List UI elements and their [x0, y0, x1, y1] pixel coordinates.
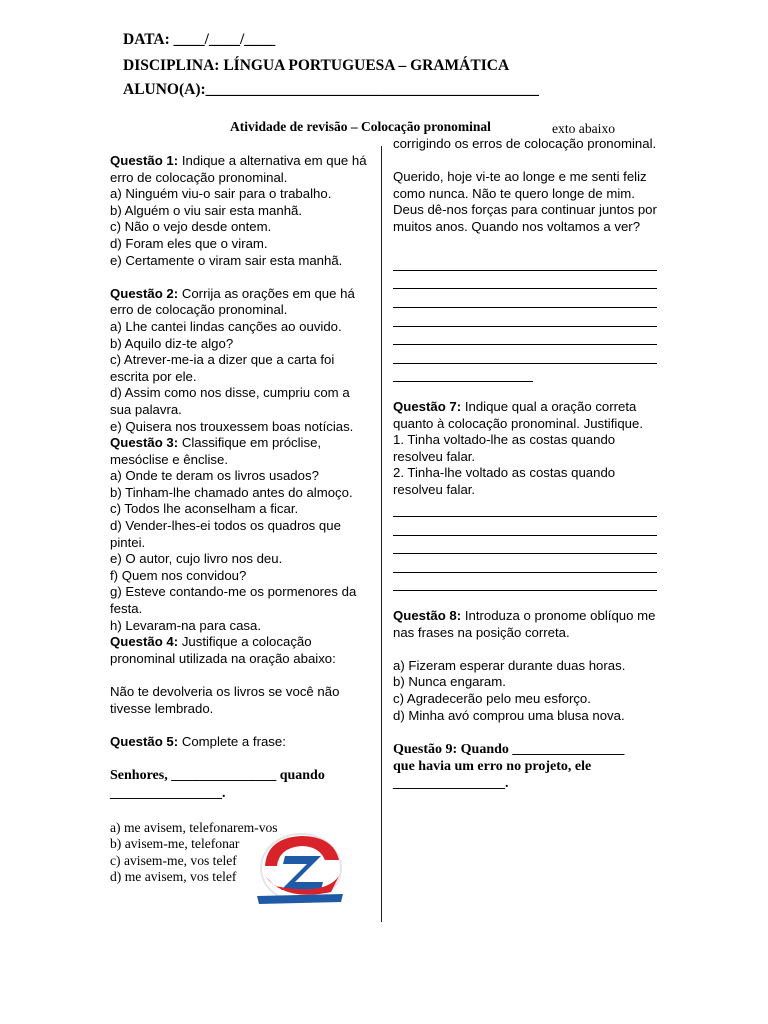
question-3: Questão 3: Classifique em próclise, mesóclise e ênclise.: [110, 435, 322, 467]
q8-option: b) Nunca engaram.: [393, 674, 506, 690]
q6-intro-fragment: exto abaixo: [552, 121, 616, 136]
q3-option: f) Quem nos convidou?: [110, 567, 247, 583]
q2-option: e) Quisera nos trouxessem boas notícias.: [110, 418, 354, 434]
q8-option: d) Minha avó comprou uma blusa nova.: [393, 707, 625, 723]
date-field: DATA: ____/____/____: [123, 31, 276, 48]
q8-option: c) Agradecerão pelo meu esforço.: [393, 691, 591, 706]
answer-line[interactable]: [393, 289, 657, 308]
q3-option: a) Onde te deram os livros usados?: [110, 468, 319, 484]
q2-option: c) Atrever-me-ia a dizer que a carta foi escrita por ele.: [110, 352, 335, 384]
q1-option: e) Certamente o viram sair esta manhã.: [110, 252, 343, 268]
q3-option: e) O autor, cujo livro nos deu.: [110, 551, 283, 567]
q2-option: d) Assim como nos disse, cumpriu com a sua palavra.: [110, 385, 350, 417]
answer-line[interactable]: [393, 536, 657, 555]
column-divider: [381, 146, 382, 922]
answer-line[interactable]: [393, 364, 533, 383]
student-field: ALUNO(A):___________________________________________: [123, 81, 539, 98]
q4-sentence: Não te devolveria os livros se você não tivesse lembrado.: [110, 684, 340, 716]
q3-option: b) Tinham-lhe chamado antes do almoço.: [110, 484, 353, 500]
answer-line[interactable]: [393, 308, 657, 327]
answer-line[interactable]: [393, 345, 657, 364]
q2-option: b) Aquilo diz-te algo?: [110, 335, 234, 351]
discipline-heading: DISCIPLINA: LÍNGUA PORTUGUESA – GRAMÁTICA: [123, 57, 510, 74]
q1-option: a) Ninguém viu-o sair para o trabalho.: [110, 186, 332, 202]
q5-option: c) avisem-me, vos telef: [110, 852, 237, 868]
question-8: Questão 8: Introduza o pronome oblíquo me nas frases na posição correta.: [393, 608, 656, 640]
q6-passage: Querido, hoje vi-te ao longe e me senti feliz como nunca. Não te quero longe de mim. Deus dê-nos forças para continuar juntos por muitos anos. Quando nos voltamos a ver?: [393, 169, 657, 234]
q5-sentence-line2: ________________.: [110, 785, 226, 801]
q6-text: corrigindo os erros de colocação pronominal.: [393, 136, 657, 151]
answer-line[interactable]: [393, 517, 657, 536]
right-column: [393, 136, 659, 792]
q1-option: d) Foram eles que o viram.: [110, 235, 268, 251]
answer-line[interactable]: [393, 554, 657, 573]
left-column: [110, 153, 372, 886]
q3-option: g) Esteve contando-me os pormenores da festa.: [110, 584, 357, 617]
q2-option: a) Lhe cantei lindas canções ao ouvido.: [110, 318, 342, 334]
q1-option: b) Alguém o viu sair esta manhã.: [110, 202, 303, 218]
question-9-line1: Questão 9: Quando ________________: [393, 741, 625, 757]
answer-line[interactable]: [393, 252, 657, 271]
question-2: Questão 2: Corrija as orações em que há erro de colocação pronominal.: [110, 285, 355, 318]
answer-line[interactable]: [393, 498, 657, 517]
z-logo-icon: [255, 826, 347, 906]
q8-option: a) Fizeram esperar durante duas horas.: [393, 657, 626, 673]
question-9-line3: ________________.: [393, 775, 509, 791]
q3-option: h) Levaram-na para casa.: [110, 617, 261, 633]
q5-option: a) me avisem, telefonarem-vos: [110, 819, 278, 835]
activity-title: Atividade de revisão – Colocação pronominal: [230, 119, 491, 134]
question-9-line2: que havia um erro no projeto, ele: [393, 758, 592, 774]
answer-line[interactable]: [393, 573, 657, 592]
q5-option: d) me avisem, vos telef: [110, 869, 237, 885]
q7-option: 2. Tinha-lhe voltado as costas quando resolveu falar.: [393, 465, 616, 497]
question-1: Questão 1: Indique a alternativa em que há erro de colocação pronominal.: [110, 153, 367, 185]
q5-sentence-line1: Senhores, _______________ quando: [110, 767, 325, 783]
question-5: Questão 5: Complete a frase:: [110, 733, 286, 749]
question-4: Questão 4: Justifique a colocação pronominal utilizada na oração abaixo:: [110, 634, 336, 666]
answer-line[interactable]: [393, 271, 657, 290]
answer-line[interactable]: [393, 327, 657, 346]
q3-option: c) Todos lhe aconselham a ficar.: [110, 501, 299, 517]
q1-option: c) Não o vejo desde ontem.: [110, 219, 272, 235]
q3-option: d) Vender-lhes-ei todos os quadros que pintei.: [110, 518, 341, 550]
q7-option: 1. Tinha voltado-lhe as costas quando resolveu falar.: [393, 432, 616, 464]
q5-option: b) avisem-me, telefonar: [110, 836, 240, 852]
question-7: Questão 7: Indique qual a oração correta quanto à colocação pronominal. Justifique.: [393, 398, 643, 431]
